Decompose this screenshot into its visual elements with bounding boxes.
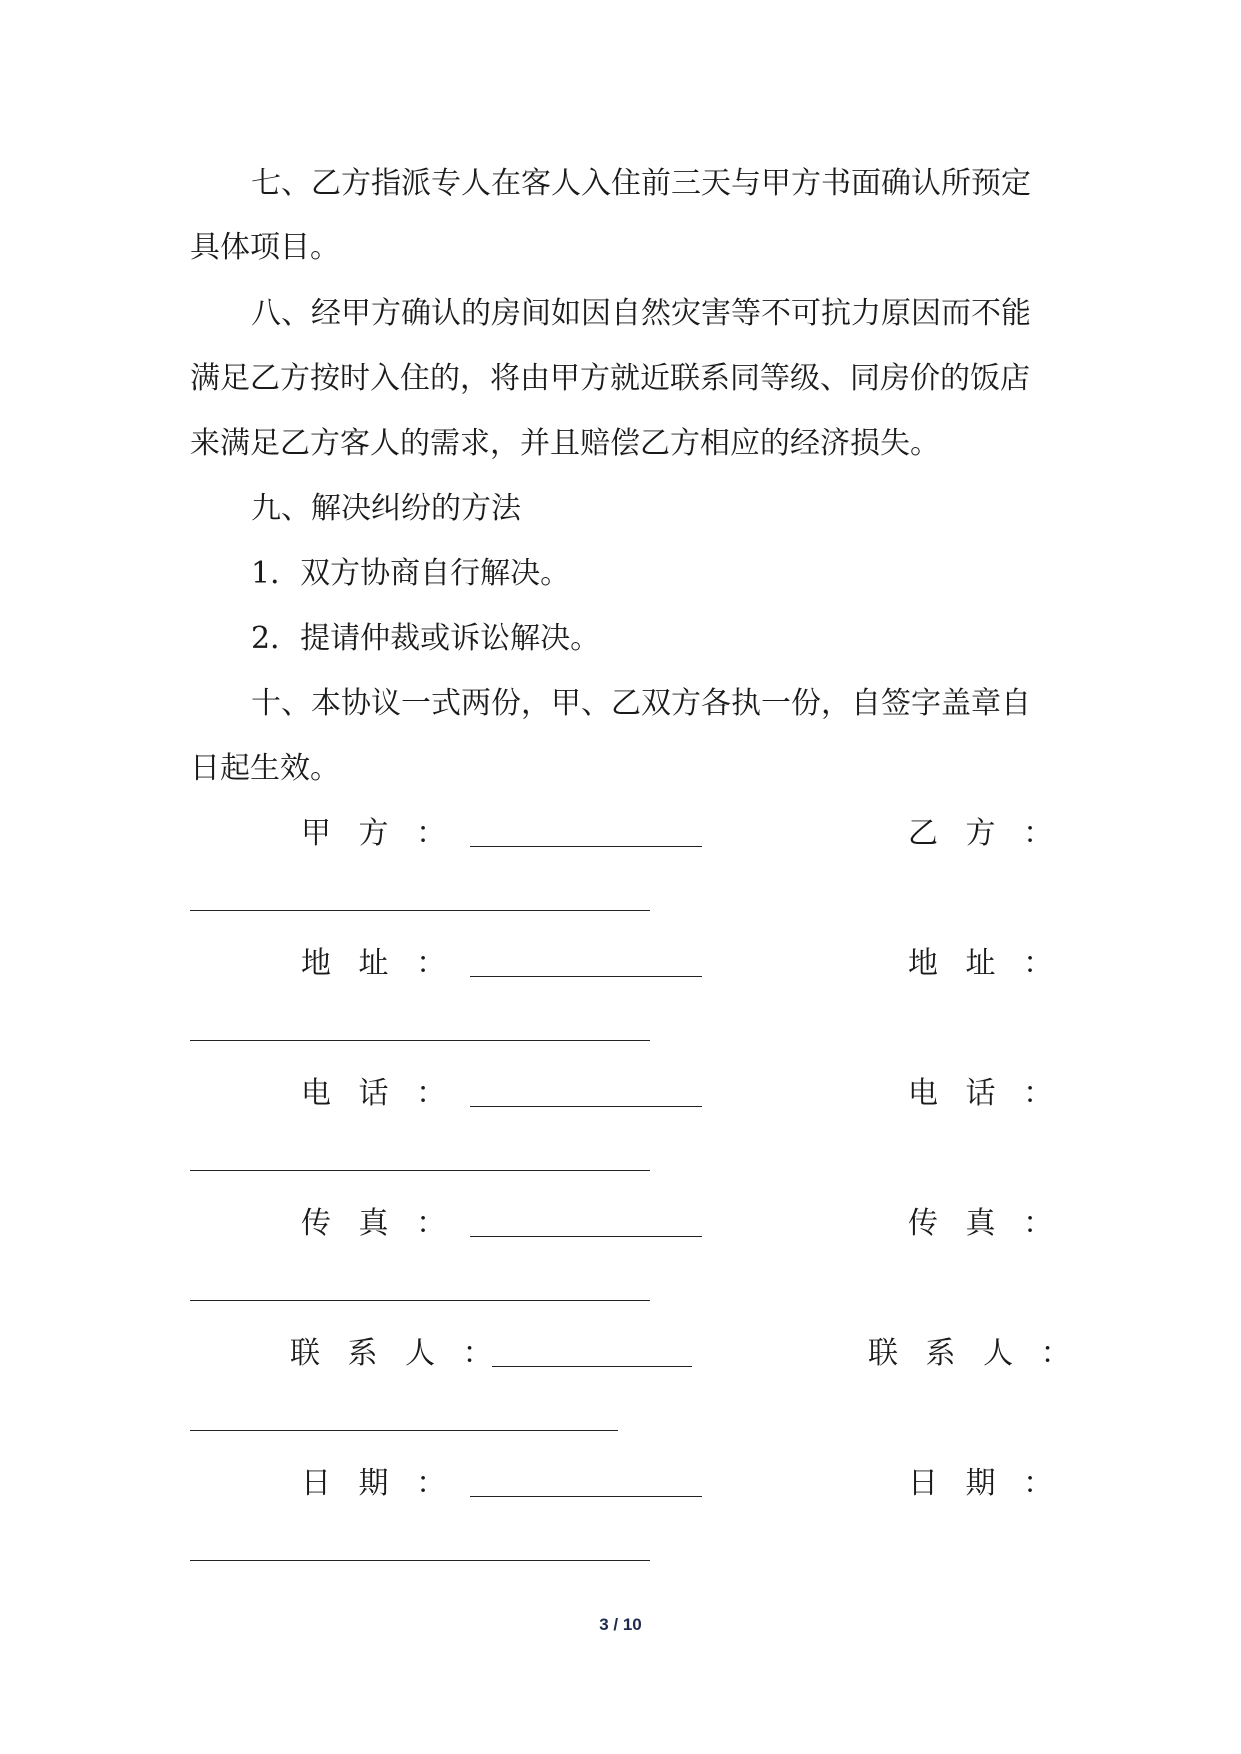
- contact-a-blank[interactable]: [492, 1366, 692, 1367]
- phone-b-label: 电 话 ：: [908, 1076, 1054, 1111]
- address-a-label: 地 址 ：: [301, 946, 447, 981]
- contact-a-label: 联 系 人 ：: [290, 1336, 493, 1371]
- date-a-label: 日 期 ：: [301, 1466, 447, 1501]
- clause-9-item-2: 2．提请仲裁或诉讼解决。: [251, 621, 601, 656]
- date-b-label: 日 期 ：: [908, 1466, 1054, 1501]
- page-number: 3 / 10: [599, 1615, 642, 1634]
- clause-8-line-1: 八、经甲方确认的房间如因自然灾害等不可抗力原因而不能: [251, 296, 1031, 331]
- party-a-blank[interactable]: [470, 846, 702, 847]
- clause-8-line-2: 满足乙方按时入住的，将由甲方就近联系同等级、同房价的饭店: [190, 361, 1030, 396]
- fax-b-blank[interactable]: [190, 1300, 650, 1301]
- phone-a-blank[interactable]: [470, 1106, 702, 1107]
- phone-a-label: 电 话 ：: [301, 1076, 447, 1111]
- date-a-blank[interactable]: [470, 1496, 702, 1497]
- fax-a-label: 传 真 ：: [301, 1206, 447, 1241]
- contact-b-blank[interactable]: [190, 1430, 618, 1431]
- clause-10-line-1: 十、本协议一式两份，甲、乙双方各执一份，自签字盖章自: [251, 686, 1031, 721]
- clause-7-line-1: 七、乙方指派专人在客人入住前三天与甲方书面确认所预定: [251, 166, 1031, 201]
- party-b-label: 乙 方 ：: [908, 816, 1054, 851]
- phone-b-blank[interactable]: [190, 1170, 650, 1171]
- clause-9-item-1: 1．双方协商自行解决。: [251, 556, 571, 591]
- contact-b-label: 联 系 人 ：: [868, 1336, 1071, 1371]
- address-b-label: 地 址 ：: [908, 946, 1054, 981]
- fax-a-blank[interactable]: [470, 1236, 702, 1237]
- address-b-blank[interactable]: [190, 1040, 650, 1041]
- address-a-blank[interactable]: [470, 976, 702, 977]
- clause-10-line-2: 日起生效。: [190, 751, 340, 786]
- clause-9-heading: 九、解决纠纷的方法: [251, 491, 521, 526]
- clause-8-line-3: 来满足乙方客人的需求，并且赔偿乙方相应的经济损失。: [190, 426, 940, 461]
- party-a-label: 甲 方 ：: [301, 816, 447, 851]
- party-b-blank[interactable]: [190, 910, 650, 911]
- fax-b-label: 传 真 ：: [908, 1206, 1054, 1241]
- date-b-blank[interactable]: [190, 1560, 650, 1561]
- clause-7-line-2: 具体项目。: [190, 230, 340, 265]
